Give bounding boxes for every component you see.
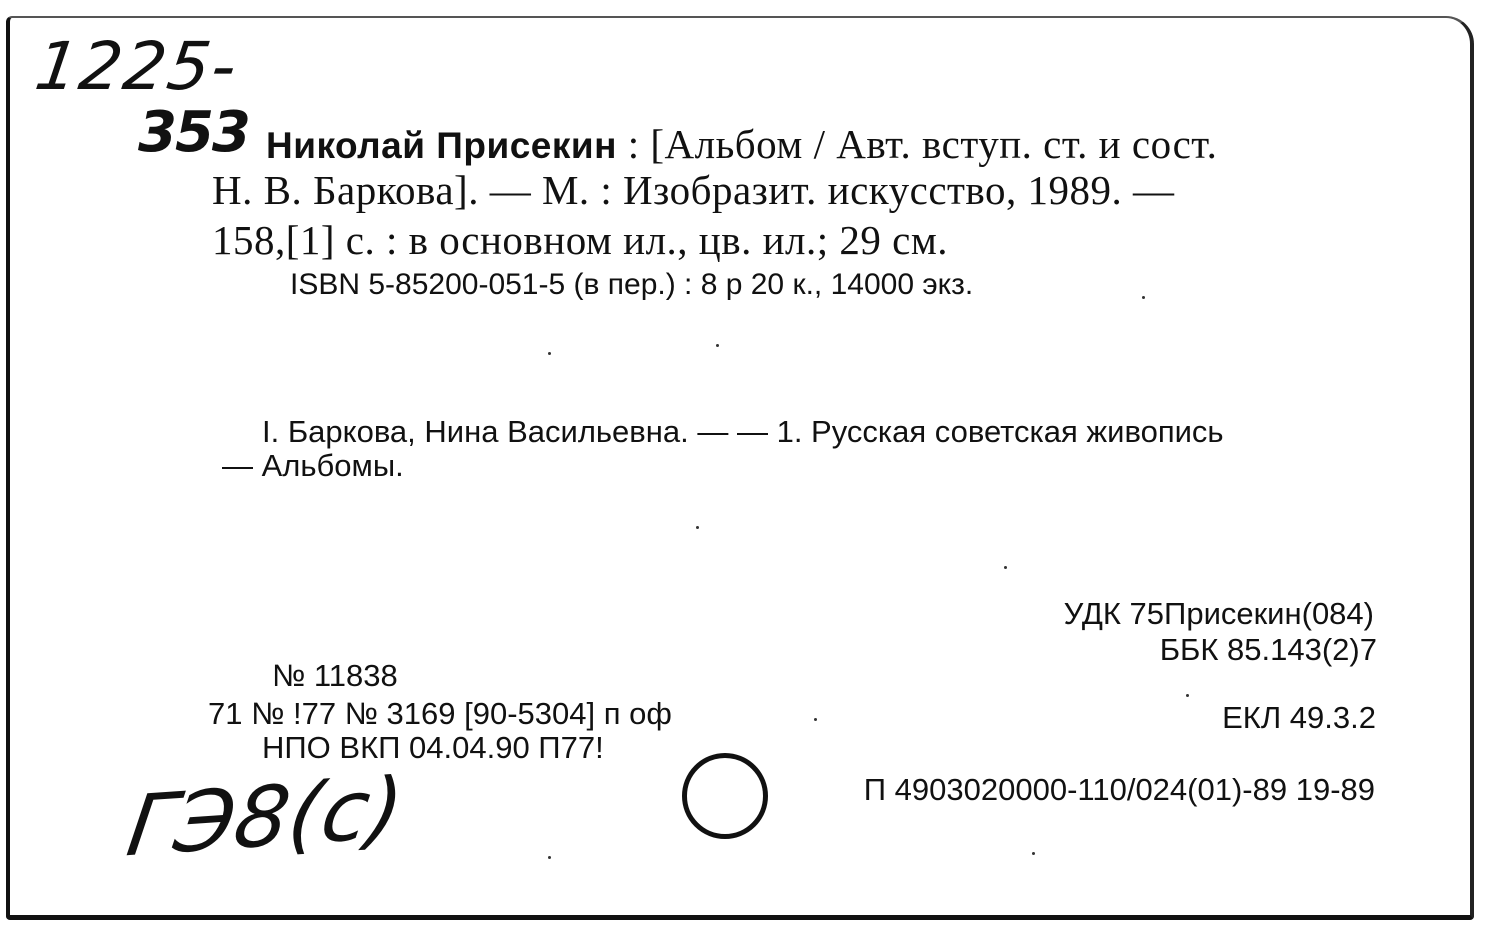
isbn-line: ISBN 5-85200-051-5 (в пер.) : 8 р 20 к., 14000 экз. xyxy=(290,268,974,301)
handwritten-accession-number: 1225- xyxy=(30,28,244,105)
bbk-code: ББК 85.143(2)7 xyxy=(1159,632,1377,667)
plan-code: П 4903020000-110/024(01)-89 19-89 xyxy=(863,772,1375,807)
title-rest: : [Альбом / Авт. вступ. ст. и сост. xyxy=(617,121,1218,167)
title-line-3: 158,[1] с. : в основном ил., цв. ил.; 29 см. xyxy=(212,217,949,263)
speck xyxy=(548,352,551,355)
title-line-1 xyxy=(266,120,1217,168)
card-number: № 11838 xyxy=(272,658,398,693)
speck xyxy=(696,526,699,529)
speck xyxy=(1032,852,1035,855)
card-top-edge xyxy=(0,0,1480,10)
subject-heading-line-2: — Альбомы. xyxy=(222,448,404,483)
subject-heading-line-1: I. Баркова, Нина Васильевна. — — 1. Русская советская живопись xyxy=(262,414,1224,449)
speck xyxy=(1142,296,1145,299)
order-number: 71 № !77 № 3169 [90-5304] п оф xyxy=(208,696,672,731)
speck xyxy=(1004,566,1007,569)
stamp-circle xyxy=(682,753,768,839)
author-name: Николай Присекин xyxy=(266,125,617,166)
handwritten-shelf-mark: ГЭ8(с) xyxy=(121,758,410,876)
speck xyxy=(814,718,817,721)
printing-info: НПО ВКП 04.04.90 П77! xyxy=(262,730,604,765)
speck xyxy=(548,856,551,859)
udk-code: УДК 75Присекин(084) xyxy=(1063,596,1374,631)
ekl-code: ЕКЛ 49.3.2 xyxy=(1222,700,1376,735)
speck xyxy=(1186,694,1189,697)
speck xyxy=(716,344,719,347)
title-line-2: Н. В. Баркова]. — М. : Изобразит. искусство, 1989. — xyxy=(212,167,1175,213)
handwritten-call-number: 353 xyxy=(138,100,249,165)
